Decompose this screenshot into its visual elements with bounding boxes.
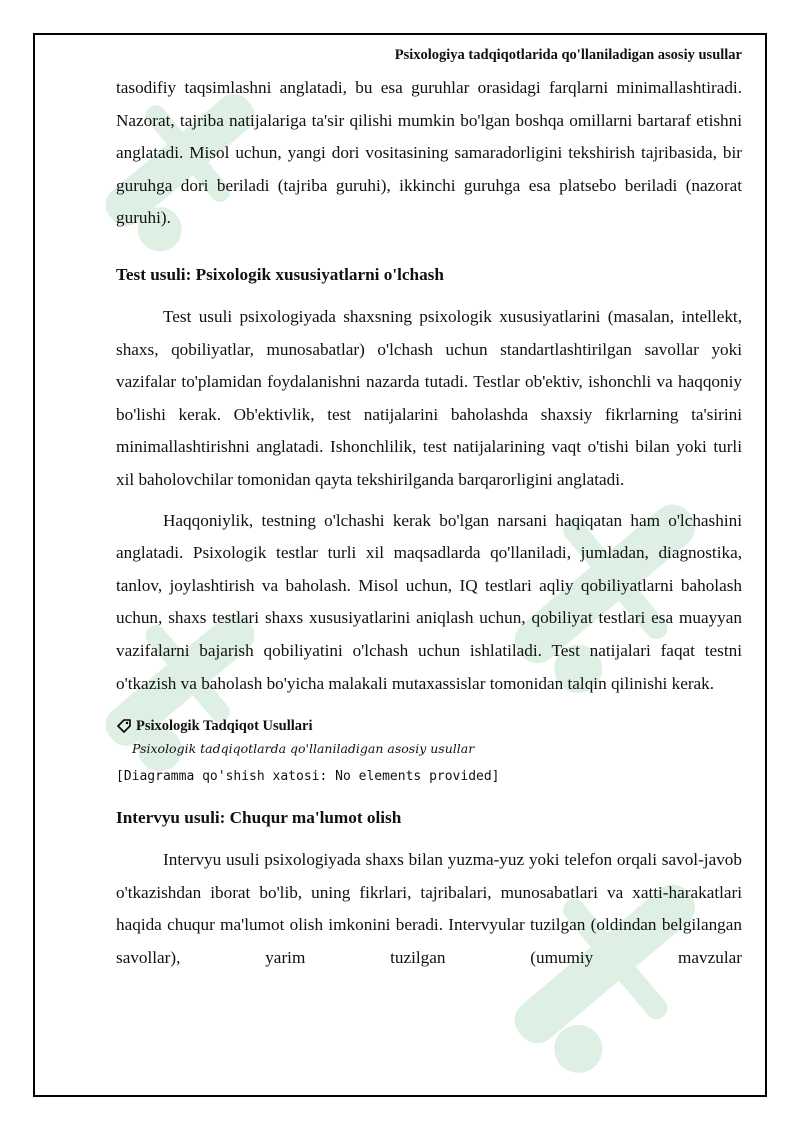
diagram-title: Psixologik Tadqiqot Usullari [136, 718, 313, 735]
section-heading-test: Test usuli: Psixologik xususiyatlarni o'lchash [116, 264, 444, 284]
section-heading-interview: Intervyu usuli: Chuqur ma'lumot olish [116, 808, 402, 828]
diagram-error-message: [Diagramma qo'shish xatosi: No elements provided] [116, 769, 500, 785]
diagram-placeholder [116, 714, 742, 794]
paragraph: Haqqoniylik, testning o'lchashi kerak bo'lgan narsani haqiqatan ham o'lchashini anglatadi. Psixologik testlar turli xil maqsadlarda qo'llaniladi, jumladan, diagnostika, tanlov, joylashtirish va baholash. Misol uchun, IQ testlari aqliy qobiliyatlarni baholash uchun, shaxs testlari shaxs xususiyatlarini aniqlash uchun, qobiliyat testlari esa muayyan vazifalarni bajarish qobiliyatini o'lchash uchun ishlatiladi. Test natijalari faqat testni o'tkazish va baholash bo'yicha malakali mutaxassislar tomonidan talqin qilinishi kerak. [116, 510, 742, 693]
paragraph: Intervyu usuli psixologiyada shaxs bilan yuzma-yuz yoki telefon orqali savol-javob o'tkazishdan iborat bo'lib, uning fikrlari, tajribalari, munosabatlari va xatti-harakatlari haqida chuqur ma'lumot olish imkonini beradi. Intervyular tuzilgan (oldindan belgilangan savollar), yarim tuzilgan (umumiy mavzular [116, 850, 742, 967]
document-body [116, 44, 742, 974]
paragraph: Test usuli psixologiyada shaxsning psixologik xususiyatlarini (masalan, intellekt, shaxs, qobiliyatlar, munosabatlar) o'lchash uchun standartlashtirilgan savollar yoki vazifalar to'plamidan foydalanishni nazarda tutadi. Testlar ob'ektiv, ishonchli va haqqoniy bo'lishi kerak. Ob'ektivlik, test natijalarini baholashda shaxsiy fikrlarning ta'sirini minimallashtirishni anglatadi. Ishonchlilik, test natijalarining vaqt o'tishi bilan yoki turli xil baholovchilar tomonidan qayta tekshirilganda barqarorligini anglatadi. [116, 306, 742, 489]
diagram-subtitle: Psixologik tadqiqotlarda qo'llaniladigan asosiy usullar [132, 741, 475, 757]
paragraph: tasodifiy taqsimlashni anglatadi, bu esa guruhlar orasidagi farqlarni minimallashtiradi. Nazorat, tajriba natijalariga ta'sir qilishi mumkin bo'lgan boshqa omillarni bartaraf etishni anglatadi. Misol uchun, yangi dori vositasining samaradorligini tekshirish tajribasida, bir guruhga dori beriladi (tajriba guruhi), ikkinchi guruhga esa platsebo beriladi (nazorat guruhi). [116, 78, 742, 228]
running-header: Psixologiya tadqiqotlarida qo'llaniladigan asosiy usullar [394, 47, 742, 63]
tag-icon [116, 718, 132, 734]
